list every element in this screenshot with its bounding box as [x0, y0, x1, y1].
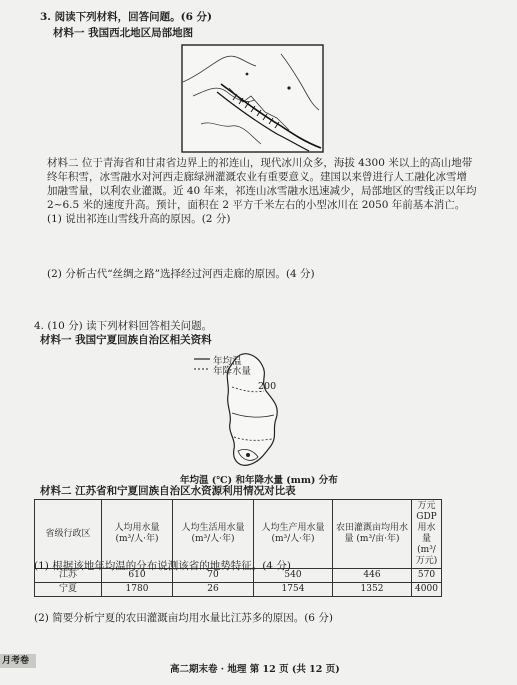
q4-heading: 4. (10 分) 读下列材料回答相关问题。: [34, 320, 213, 332]
northwest-china-map: [181, 44, 324, 153]
legend-label-temperature: 年均温: [213, 356, 242, 367]
q3-subquestion-1: (1) 说出祁连山雪线升高的原因。(2 分): [47, 213, 231, 225]
legend-label-precipitation: 年降水量: [213, 366, 252, 377]
page-number: 高二期末卷 · 地理 第 12 页 (共 12 页): [170, 664, 340, 675]
exam-type-badge: 月考卷: [0, 654, 36, 668]
table-cell: 宁夏: [35, 583, 102, 597]
table-header-cell: 农田灌溉亩均用水量 (m³/亩·年): [333, 500, 412, 569]
table-cell: 26: [173, 583, 254, 597]
q4-subquestion-2: (2) 简要分析宁夏的农田灌溉亩均用水量比江苏多的原因。(6 分): [34, 612, 333, 624]
q4-map-caption: 年均温 (℃) 和年降水量 (mm) 分布: [180, 475, 338, 486]
q3-subquestion-2: (2) 分析古代“丝绸之路”选择经过河西走廊的原因。(4 分): [47, 268, 315, 280]
table-header-cell: 万元 GDP 用水量 (m³/万元): [412, 500, 442, 569]
table-header-cell: 人均生产用水量 (m³/人·年): [254, 500, 333, 569]
table-cell: 江苏: [35, 569, 102, 583]
q4-material2-label: 材料二 江苏省和宁夏回族自治区水资源利用情况对比表: [40, 485, 296, 497]
water-resource-table: [34, 499, 442, 597]
table-cell: 540: [254, 569, 333, 583]
ningxia-map: [188, 347, 328, 475]
table-cell: 570: [412, 569, 442, 583]
q3-material2-line4: 2~6.5 米的速度升高。预计，面积在 2 平方千米左右的小型冰川在 2050 年前基本消亡。: [47, 199, 466, 211]
table-cell: 446: [333, 569, 412, 583]
table-cell: 1352: [333, 583, 412, 597]
table-cell: 610: [102, 569, 173, 583]
q3-material2-line3: 加融雪量，以利农业灌溉。近 40 年来，祁连山冰雪融水迅速减少，局部地区的雪线正以年均: [47, 185, 477, 197]
q3-material2-line2: 终年积雪，冰雪融水对河西走廊绿洲灌溉农业有重要意义。建国以来曾进行人工融化冰雪增: [47, 171, 467, 183]
table-header-cell: 省级行政区: [35, 500, 102, 569]
table-cell: 70: [173, 569, 254, 583]
table-cell: 1780: [102, 583, 173, 597]
table-header-cell: 人均用水量 (m³/人·年): [102, 500, 173, 569]
q3-material2-line1: 材料二 位于青海省和甘肃省边界上的祁连山，现代冰川众多，海拔 4300 米以上的高山地带: [47, 157, 473, 169]
q3-heading: 3. 阅读下列材料，回答问题。(6 分): [40, 11, 213, 23]
table-cell: 1754: [254, 583, 333, 597]
table-header-row: [35, 500, 442, 569]
table-row: [35, 583, 442, 597]
q4-subquestion-1: (1) 根据该地年均温的分布说测该省的地势特征。(4 分): [34, 560, 291, 572]
q3-material1-label: 材料一 我国西北地区局部地图: [53, 27, 194, 39]
q4-material1-label: 材料一 我国宁夏回族自治区相关资料: [40, 334, 212, 346]
map-contour-label: 200: [258, 381, 277, 392]
table-cell: 4000: [412, 583, 442, 597]
table-header-cell: 人均生活用水量 (m³/人·年): [173, 500, 254, 569]
